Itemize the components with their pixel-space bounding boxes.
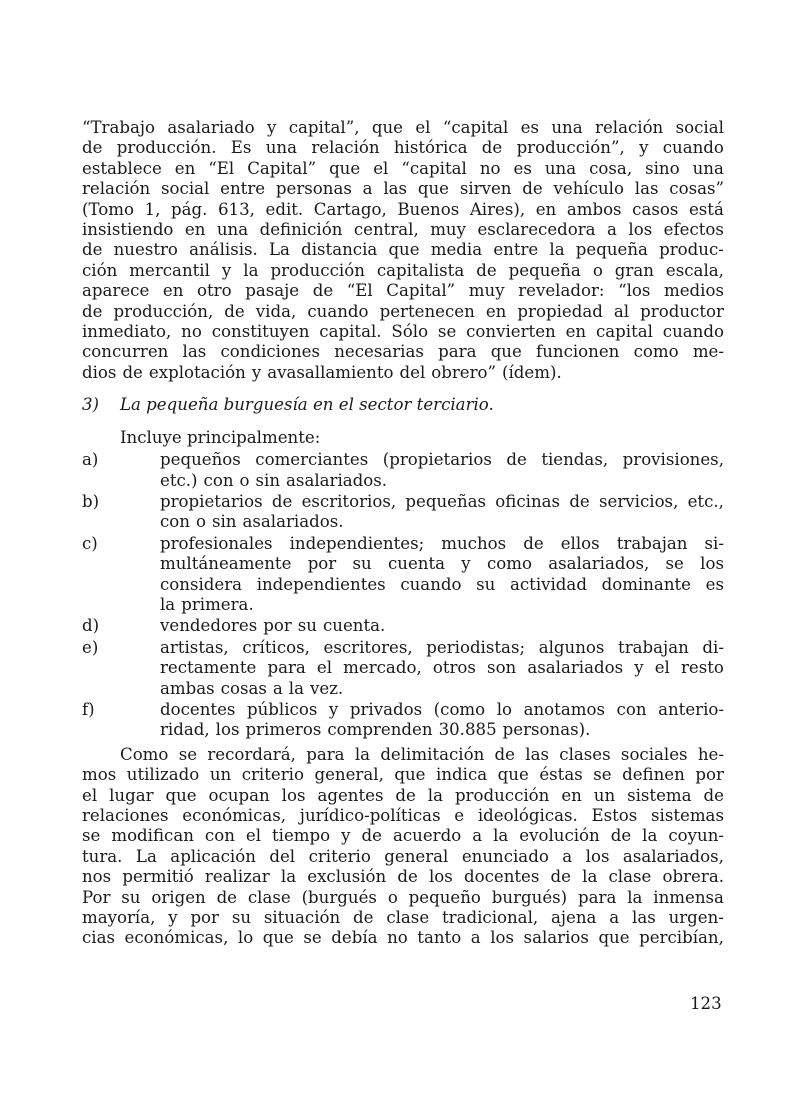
text-line: ción mercantil y la producción capitalista de pequeña o gran escala, [82,260,724,280]
text-line: multáneamente por su cuenta y como asalariados, se los [160,554,724,574]
text-line: etc.) con o sin asalariados. [160,470,388,490]
text-line: de nuestro análisis. La distancia que media entre la pequeña produc- [82,240,724,260]
text-line: docentes públicos y privados (como lo anotamos con anterio- [160,699,724,719]
text-line: propietarios de escritorios, pequeñas oficinas de servicios, etc., [160,491,724,511]
text-line: nos permitió realizar la exclusión de los docentes de la clase obrera. [82,867,724,887]
list-item [82,700,724,741]
text-line: Como se recordará, para la delimitación de las clases sociales he- [120,744,724,764]
list-marker: e) [82,637,99,657]
text-line: considera independientes cuando su actividad dominante es [160,574,724,594]
text-line: establece en “El Capital” que el “capital no es una cosa, sino una [82,158,724,178]
text-line: mayoría, y por su situación de clase tradicional, ajena a las urgen- [82,908,724,928]
list-item [82,616,724,636]
list-marker: f) [82,699,95,719]
text-line: con o sin asalariados. [160,512,344,532]
text-line: concurren las condiciones necesarias para que funcionen como me- [82,342,724,362]
list-item [82,534,724,616]
text-line: la primera. [160,594,254,614]
text-line: profesionales independientes; muchos de ellos trabajan si- [160,533,724,553]
section-number: 3) [82,395,100,415]
text-line: de producción, de vida, cuando pertenecen en propiedad al productor [82,301,724,321]
text-line: inmediato, no constituyen capital. Sólo se convierten en capital cuando [82,322,724,342]
section-title: La pequeña burguesía en el sector terciario. [120,395,494,415]
text-line: (Tomo 1, pág. 613, edit. Cartago, Buenos Aires), en ambos casos está [82,199,724,219]
text-line: mos utilizado un criterio general, que indica que éstas se definen por [82,765,724,785]
text-line: insistiendo en una definición central, muy esclarecedora a los efectos [82,220,724,240]
text-line: el lugar que ocupan los agentes de la producción en un sistema de [82,785,724,805]
paragraph-1 [82,118,724,383]
text-line: pequeños comerciantes (propietarios de tiendas, provisiones, [160,450,724,470]
list-item [82,638,724,699]
text-line: dios de explotación y avasallamiento del obrero” (ídem). [82,362,562,382]
list-item [82,450,724,491]
text-line: “Trabajo asalariado y capital”, que el “capital es una relación social [82,118,724,137]
list-marker: b) [82,491,100,511]
text-line: ridad, los primeros comprenden 30.885 personas). [160,720,591,740]
paragraph-2 [82,745,724,949]
text-line: cias económicas, lo que se debía no tanto a los salarios que percibían, [82,928,724,948]
text-line: tura. La aplicación del criterio general enunciado a los asalariados, [82,846,724,866]
page-body [82,118,724,949]
list-intro: Incluye principalmente: [120,427,321,447]
page-number: 123 [690,994,722,1013]
list-item [82,492,724,533]
text-line: de producción. Es una relación histórica de producción”, y cuando [82,138,724,158]
text-line: rectamente para el mercado, otros son asalariados y el resto [160,658,724,678]
text-line: se modifican con el tiempo y de acuerdo a la evolución de la coyun- [82,826,724,846]
text-line: artistas, críticos, escritores, periodistas; algunos trabajan di- [160,637,724,657]
section-heading [82,395,724,415]
text-line: relación social entre personas a las que sirven de vehículo las cosas” [82,179,724,199]
text-line: relaciones económicas, jurídico-políticas e ideológicas. Estos sistemas [82,806,724,825]
text-line: vendedores por su cuenta. [160,616,386,636]
list-marker: d) [82,616,100,636]
list-marker: c) [82,533,98,553]
category-list [82,450,724,741]
text-line: Por su origen de clase (burgués o pequeño burgués) para la inmensa [82,887,724,907]
list-marker: a) [82,450,99,470]
text-line: aparece en otro pasaje de “El Capital” muy revelador: “los medios [82,281,724,301]
text-line: ambas cosas a la vez. [160,678,344,698]
